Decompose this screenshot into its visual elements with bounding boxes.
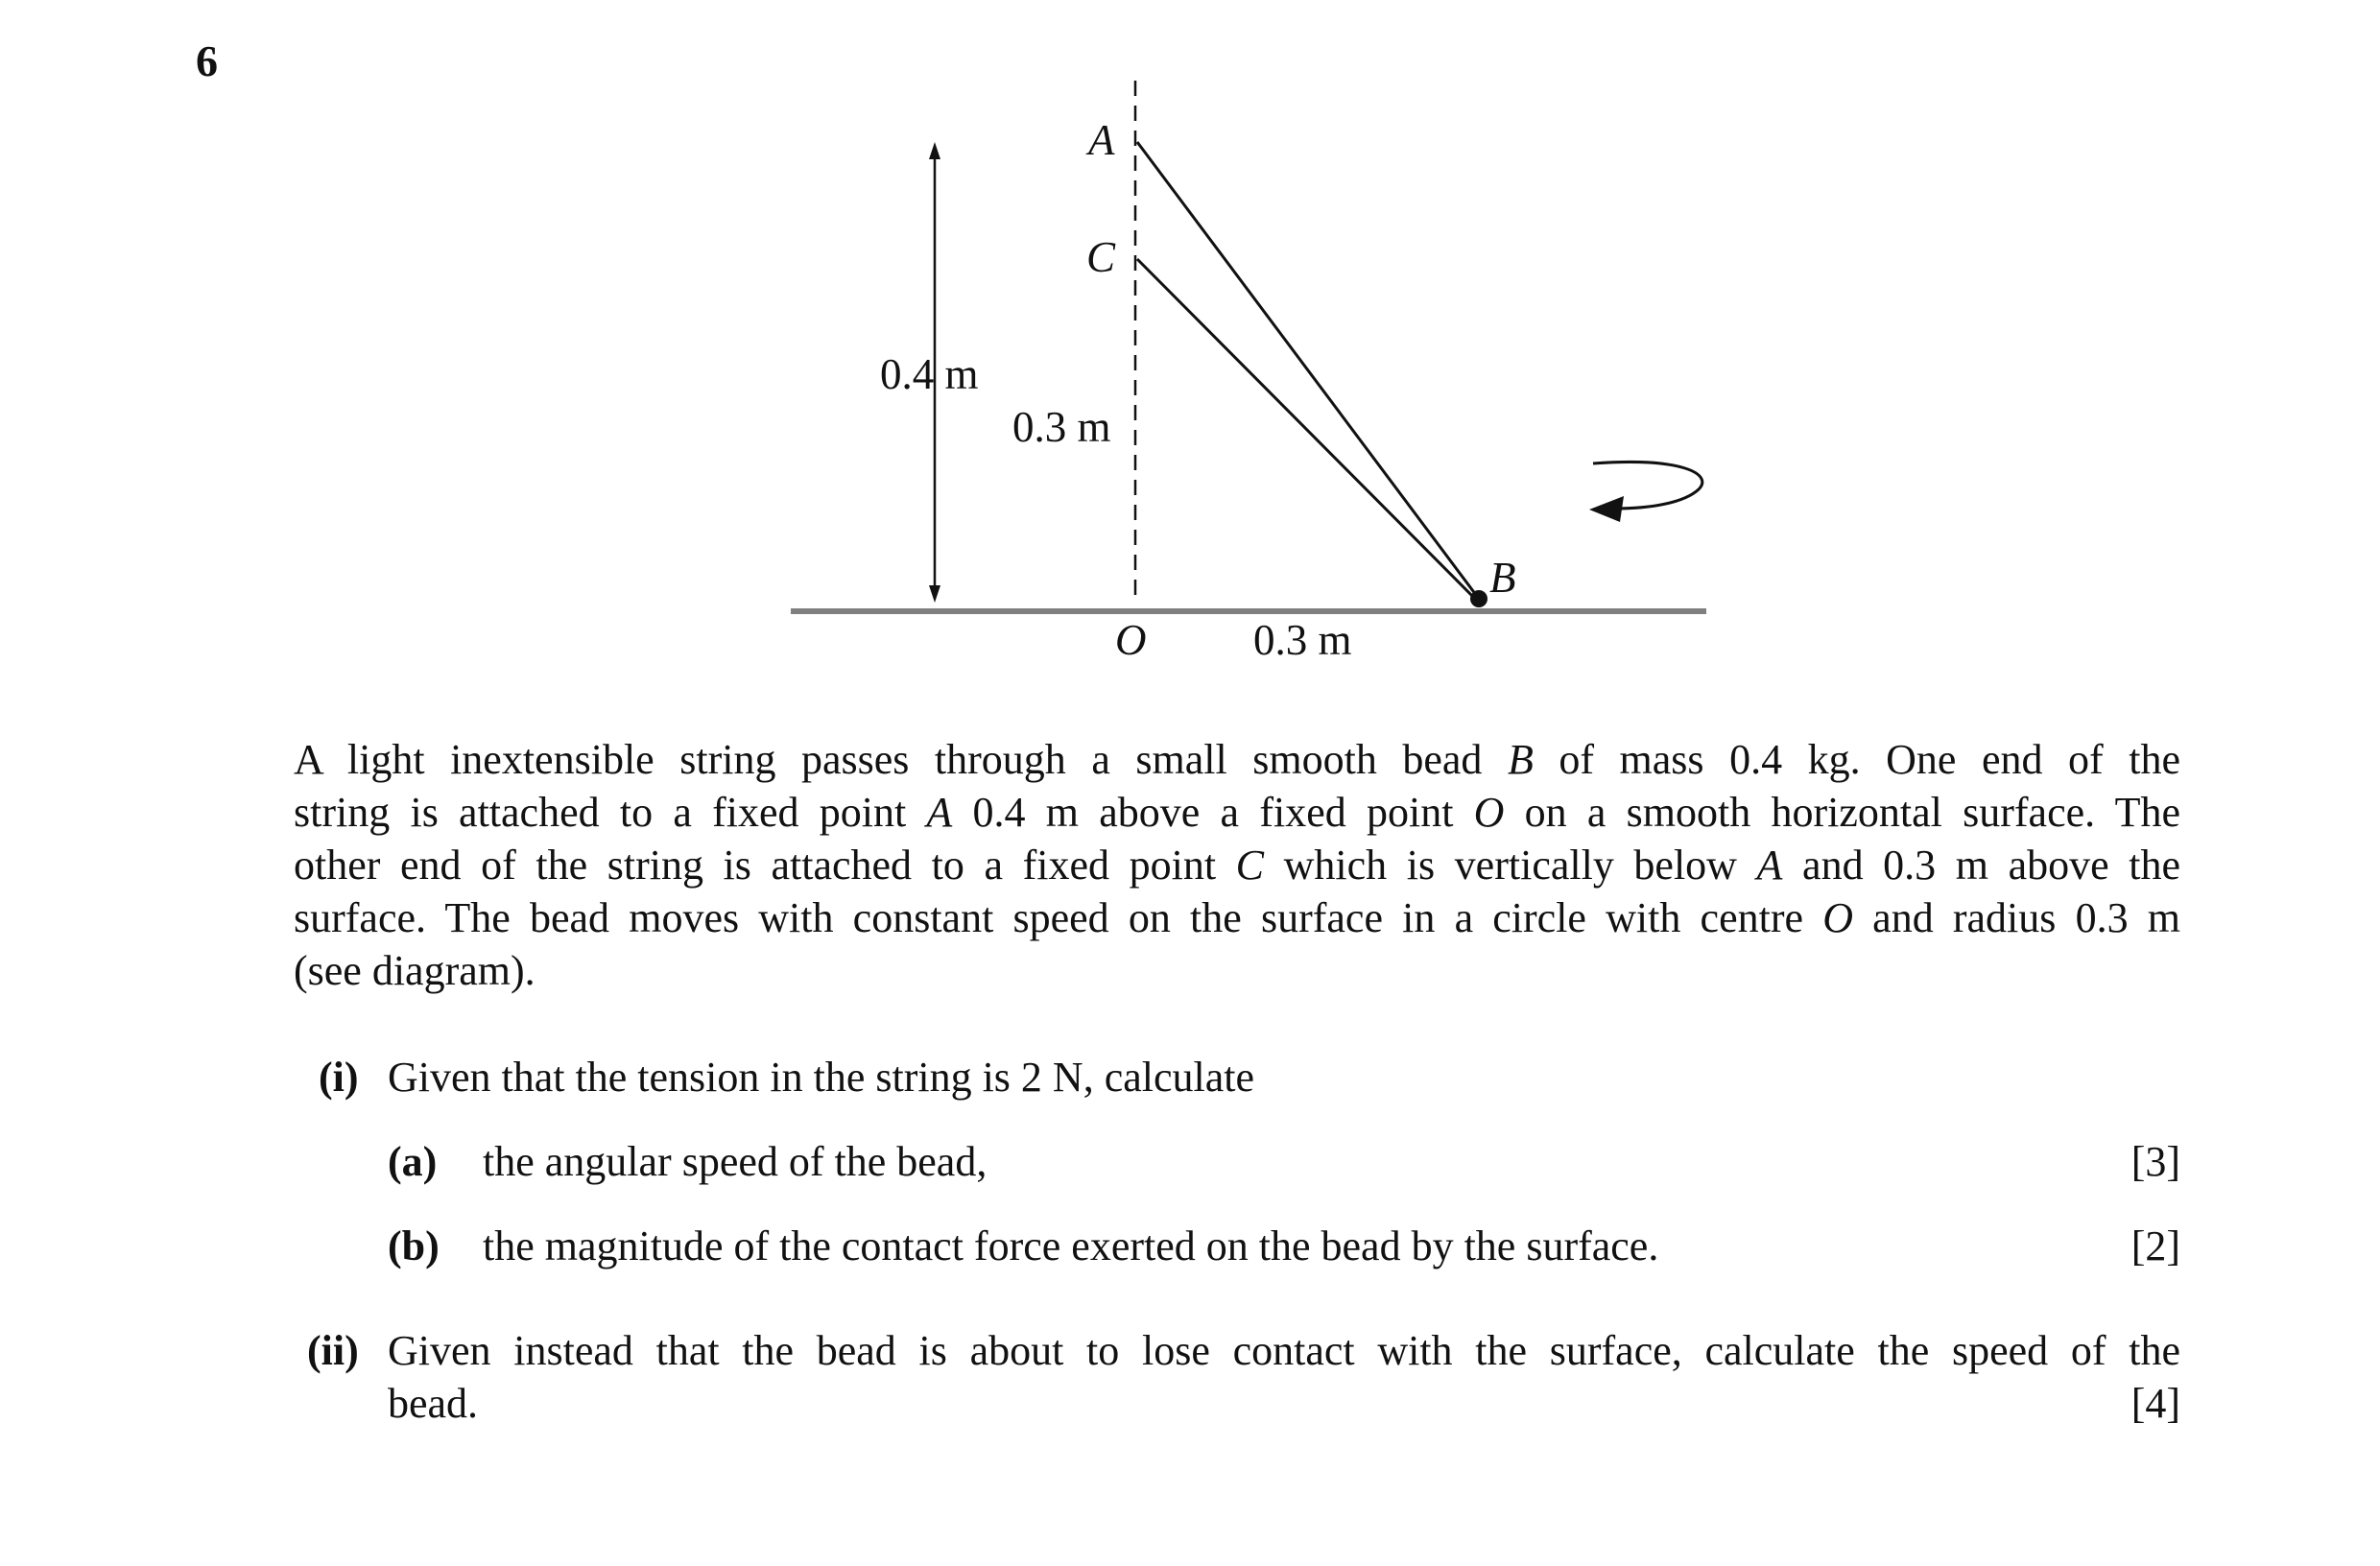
part-i-b-text: the magnitude of the contact force exerted on the bead by the surface. [483,1222,1659,1269]
height-arrow-bottom-icon [929,585,940,603]
intro-line-5: (see diagram). [294,947,536,994]
part-i-a-label: (a) [388,1138,438,1185]
part-ii-line-1: Given instead that the bead is about to lose contact with the surface, calculate the speed of the [388,1327,2180,1374]
part-i-b-marks: [2] [2130,1222,2180,1269]
part-ii-label: (ii) [307,1327,359,1374]
label-point-A: A [1088,116,1115,164]
part-i-b-label: (b) [388,1222,440,1269]
part-ii-line-2: bead. [388,1380,479,1427]
label-point-O: O [1115,616,1147,664]
label-point-B: B [1489,554,1516,602]
part-i-a-marks: [3] [2130,1138,2180,1185]
bead-diagram [0,0,2380,700]
label-height-CO: 0.3 m [1012,403,1111,451]
part-i-text: Given that the tension in the string is 2 N, calculate [388,1054,1255,1101]
string-AB [1137,142,1479,599]
height-arrow-top-icon [929,142,940,159]
part-i-a-text: the angular speed of the bead, [483,1138,988,1185]
string-CB [1137,259,1475,599]
intro-line-1: A light inextensible string passes through a small smooth bead B of mass 0.4 kg. One end of the [294,736,2180,783]
rotation-arrow-icon [1593,462,1702,509]
intro-line-4: surface. The bead moves with constant speed on the surface in a circle with centre O and radius 0.3 m [294,894,2180,941]
part-ii-marks: [4] [2130,1380,2180,1427]
bead-B [1470,590,1488,607]
label-height-AO: 0.4 m [880,350,979,398]
rotation-arrowhead-icon [1589,496,1624,522]
question-number: 6 [196,36,218,85]
part-i-label: (i) [319,1054,359,1101]
intro-line-3: other end of the string is attached to a fixed point C which is vertically below A and 0.3 m above the [294,842,2180,889]
question-intro [294,733,2180,997]
label-radius-OB: 0.3 m [1253,616,1352,664]
label-point-C: C [1086,233,1116,281]
intro-line-2: string is attached to a fixed point A 0.4 m above a fixed point O on a smooth horizontal surface. The [294,789,2180,836]
